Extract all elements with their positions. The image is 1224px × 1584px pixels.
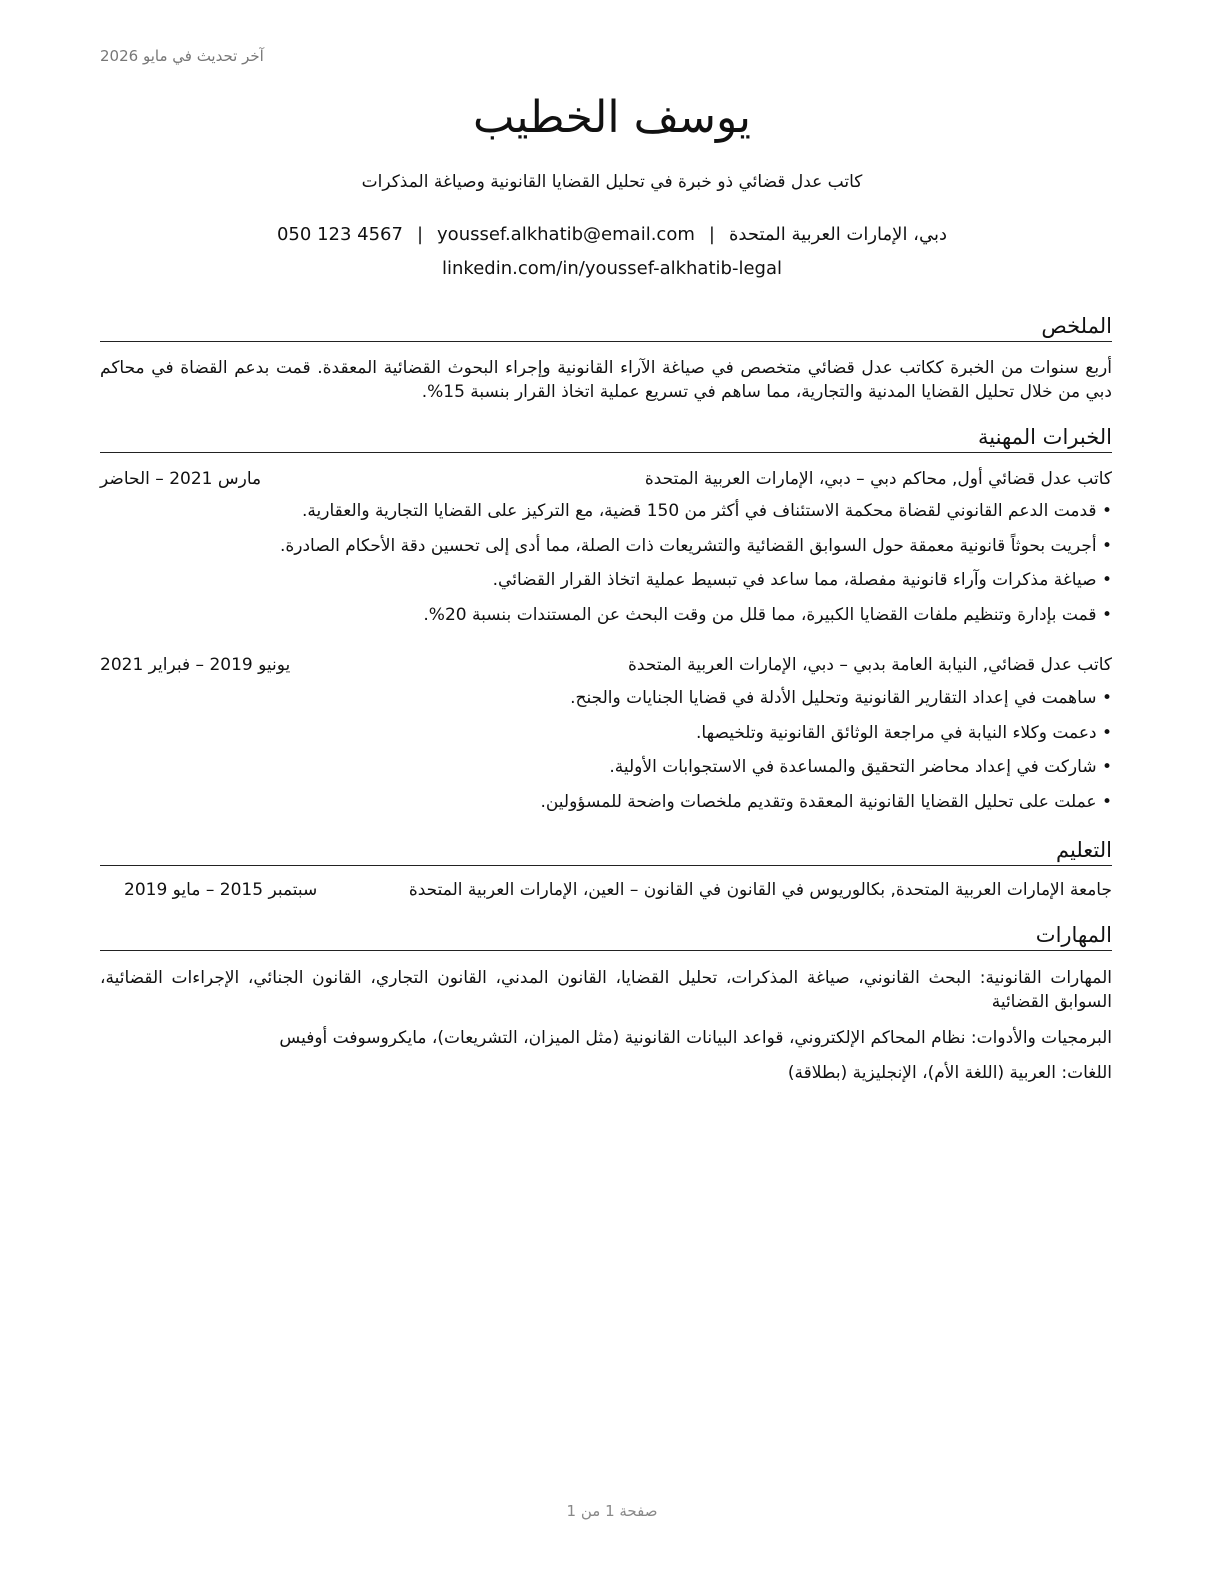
education-entry bbox=[100, 880, 1112, 900]
job-header bbox=[100, 655, 1112, 681]
page-number: صفحة 1 من 1 bbox=[566, 1502, 658, 1520]
contact-phone[interactable]: 050 123 4567 bbox=[276, 224, 403, 245]
contact-email[interactable]: youssef.alkhatib@email.com bbox=[437, 224, 695, 245]
education-dates: سبتمبر 2015 – مايو 2019 bbox=[124, 880, 318, 900]
contact-separator: | bbox=[708, 224, 715, 245]
job-dates: مارس 2021 – الحاضر bbox=[100, 469, 262, 489]
experience-heading: الخبرات المهنية bbox=[100, 423, 1112, 453]
job-dates: يونيو 2019 – فبراير 2021 bbox=[100, 655, 291, 675]
job-bullet: • أجريت بحوثاً قانونية معمقة حول السوابق القضائية والتشريعات ذات الصلة، مما أدى إلى تحسين دقة الأحكام الصادرة. bbox=[100, 534, 1112, 569]
education-heading: التعليم bbox=[100, 836, 1112, 866]
last-updated-note: آخر تحديث في مايو 2026 bbox=[100, 47, 264, 65]
job-bullet: • شاركت في إعداد محاضر التحقيق والمساعدة في الاستجوابات الأولية. bbox=[100, 755, 1112, 790]
job-title: كاتب عدل قضائي, النيابة العامة بدبي – دبي، الإمارات العربية المتحدة bbox=[628, 655, 1112, 675]
skills-heading: المهارات bbox=[100, 921, 1112, 951]
job-header bbox=[100, 469, 1112, 495]
contact-line bbox=[0, 224, 1224, 245]
education-degree: جامعة الإمارات العربية المتحدة, بكالوريوس في القانون في القانون – العين، الإمارات العربية المتحدة bbox=[408, 880, 1112, 900]
candidate-name: يوسف الخطيب bbox=[473, 92, 751, 143]
contact-location: دبي، الإمارات العربية المتحدة bbox=[728, 224, 948, 245]
contact-separator: | bbox=[416, 224, 424, 245]
summary-heading: الملخص bbox=[100, 312, 1112, 342]
job-bullets bbox=[100, 499, 1112, 637]
job-bullets bbox=[100, 686, 1112, 824]
skills-languages: اللغات: العربية (اللغة الأم)، الإنجليزية (بطلاقة) bbox=[787, 1063, 1112, 1083]
job-bullet: • صياغة مذكرات وآراء قانونية مفصلة، مما ساعد في تبسيط عملية اتخاذ القرار القضائي. bbox=[100, 568, 1112, 603]
job-bullet: • دعمت وكلاء النيابة في مراجعة الوثائق القانونية وتلخيصها. bbox=[100, 721, 1112, 756]
skills-legal: المهارات القانونية: البحث القانوني، صياغة المذكرات، تحليل القضايا، القانون المدني، القانون التجاري، القانون الجنائي، الإجراءات القضائية، السوابق القضائية bbox=[100, 968, 1112, 1012]
job-bullet: • قمت بإدارة وتنظيم ملفات القضايا الكبيرة، مما قلل من وقت البحث عن المستندات بنسبة 20%. bbox=[100, 603, 1112, 638]
linkedin-link[interactable]: linkedin.com/in/youssef-alkhatib-legal bbox=[442, 258, 782, 279]
job-bullet: • قدمت الدعم القانوني لقضاة محكمة الاستئناف في أكثر من 150 قضية، مع التركيز على القضايا التجارية والعقارية. bbox=[100, 499, 1112, 534]
candidate-tagline: كاتب عدل قضائي ذو خبرة في تحليل القضايا القانونية وصياغة المذكرات bbox=[361, 172, 863, 192]
job-title: كاتب عدل قضائي أول, محاكم دبي – دبي، الإمارات العربية المتحدة bbox=[644, 469, 1112, 489]
skills-software: البرمجيات والأدوات: نظام المحاكم الإلكتروني، قواعد البيانات القانونية (مثل الميزان، التشريعات)، مايكروسوفت أوفيس bbox=[279, 1028, 1112, 1048]
job-bullet: • عملت على تحليل القضايا القانونية المعقدة وتقديم ملخصات واضحة للمسؤولين. bbox=[100, 790, 1112, 825]
summary-text: أربع سنوات من الخبرة ككاتب عدل قضائي متخصص في صياغة الآراء القانونية وإجراء البحوث القضائية المعقدة. قمت بدعم القضاة في محاكم دبي من خلال تحليل القضايا المدنية والتجارية، مما ساهم في تسريع عملية اتخاذ القرار بنسبة 15%. bbox=[100, 358, 1112, 402]
job-bullet: • ساهمت في إعداد التقارير القانونية وتحليل الأدلة في قضايا الجنايات والجنح. bbox=[100, 686, 1112, 721]
